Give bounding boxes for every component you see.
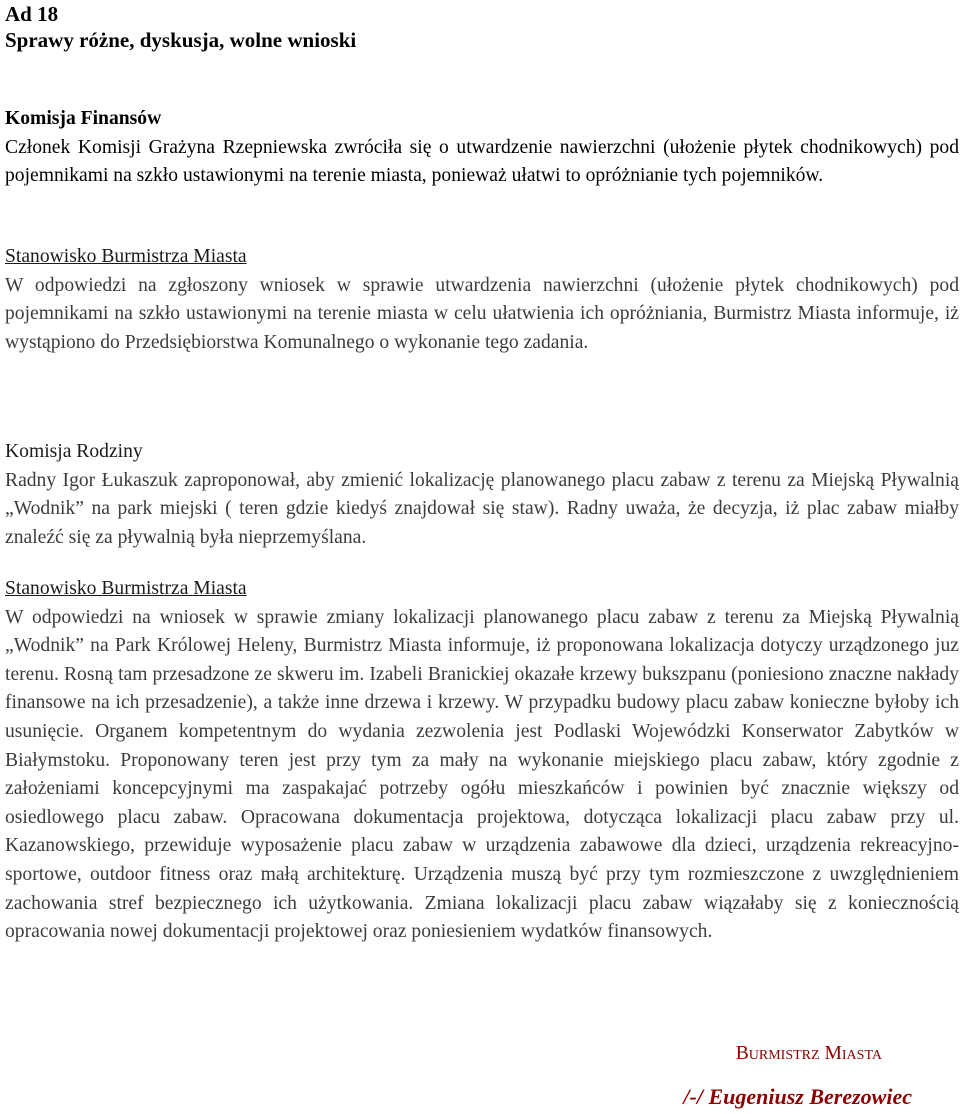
section-text: W odpowiedzi na zgłoszony wniosek w sprawie utwardzenia nawierzchni (ułożenie płytek chodnikowych) pod pojemnikami na szkło ustawionymi na terenie miasta w celu ułatwienia ich opróżniania, Burmistrz Miasta informuje, iż wystąpiono do Przedsiębiorstwa Komunalnego o wykonanie tego zadania.	[5, 274, 959, 353]
section-komisja-rodziny	[5, 438, 959, 552]
section-heading: Stanowisko Burmistrza Miasta	[5, 246, 247, 267]
signature: /-/ Eugeniusz Berezowiec	[683, 1084, 912, 1109]
section-stanowisko-2	[5, 575, 959, 947]
section-text: W odpowiedzi na wniosek w sprawie zmiany lokalizacji planowanego placu zabaw z terenu za Miejską Pływalnią „Wodnik” na Park Królowej Heleny, Burmistrz Miasta informuje, iż proponowana lokalizacja dotyczy urządzonego juz terenu. Rosną tam przesadzone ze skweru im. Izabeli Branickiej okazałe krzewy bukszpanu (poniesiono znaczne nakłady finansowe na ich przesadzenie), a także inne drzewa i krzewy. W przypadku budowy placu zabaw konieczne byłoby ich usunięcie. Organem kompetentnym do wydania zezwolenia jest Podlaski Wojewódzki Konserwator Zabytków w Białymstoku. Proponowany teren jest przy tym za mały na wykonanie miejskiego placu zabaw, który zgodnie z założeniami koncepcyjnymi ma zaspakajać potrzeby ogółu mieszkańców i powinien być znacznie większy od osiedlowego placu zabaw. Opracowana dokumentacja projektowa, dotycząca lokalizacji placu zabaw przy ul. Kazanowskiego, przewiduje wyposażenie placu zabaw w urządzenia zabawowe dla dzieci, urządzenia rekreacyjno-sportowe, outdoor fitness oraz małą architekturę. Urządzenia muszą być przy tym rozmieszczone z uwzględnieniem zachowania stref bezpiecznego ich użytkowania. Zmiana lokalizacji placu zabaw wiązałaby się z koniecznością opracowania nowej dokumentacji projektowej oraz poniesieniem wydatków finansowych.	[5, 606, 959, 943]
section-text: Członek Komisji Grażyna Rzepniewska zwróciła się o utwardzenie nawierzchni (ułożenie płytek chodnikowych) pod pojemnikami na szkło ustawionymi na terenie miasta, ponieważ ułatwi to opróżnianie tych pojemników.	[5, 136, 959, 187]
section-stanowisko-1	[5, 243, 959, 357]
section-heading: Stanowisko Burmistrza Miasta	[5, 578, 247, 599]
agenda-item-title: Sprawy różne, dyskusja, wolne wnioski	[5, 28, 357, 52]
agenda-item-number: Ad 18	[5, 2, 59, 26]
section-heading: Komisja Finansów	[5, 108, 162, 129]
section-text: Radny Igor Łukaszuk zaproponował, aby zmienić lokalizację planowanego placu zabaw z terenu za Miejską Pływalnią „Wodnik” na park miejski ( teren gdzie kiedyś znajdował się staw). Radny uważa, że decyzja, iż plac zabaw miałby znaleźć się za pływalnią była nieprzemyślana.	[5, 469, 959, 548]
signoff-role: Burmistrz Miasta	[735, 1043, 882, 1064]
section-komisja-finansow	[5, 105, 959, 191]
section-heading: Komisja Rodziny	[5, 441, 143, 462]
